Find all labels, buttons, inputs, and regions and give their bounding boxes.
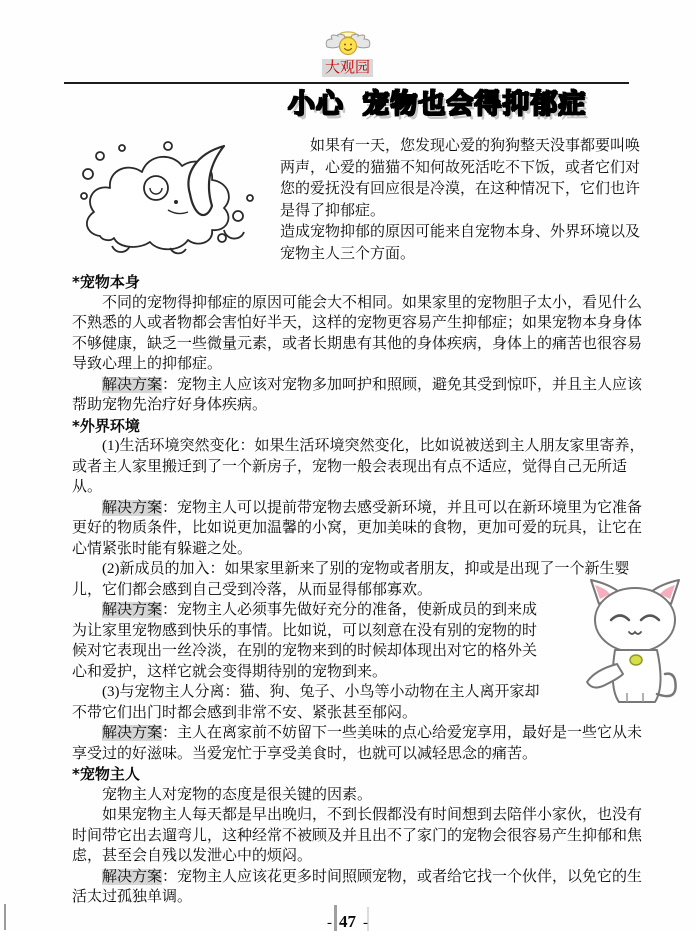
body-paragraph: (3)与宠物主人分离：猫、狗、兔子、小鸟等小动物在主人离开家却不带它们出门时都会感到非常不安、紧张甚至郁闷。	[72, 684, 540, 721]
body-paragraph: (2)新成员的加入：如果家里新来了别的宠物或者朋友，抑或是出现了一个新生婴儿，它们都会感到自己受到冷落，从而显得郁郁寡欢。	[72, 561, 630, 598]
solution-paragraph	[72, 600, 651, 682]
white-cat-illustration	[579, 576, 691, 708]
intro-paragraph-1: 如果有一天，您发现心爱的狗狗整天没事都要叫唤两声，心爱的猫猫不知何故死活吃不下饭，或者它们对您的爱抚没有回应很是冷漠，在这种情况下，它们也许是得了抑郁症。	[280, 138, 641, 219]
solution-text: ：宠物主人应该花更多时间照顾宠物，或者给它找一个伙伴，以免它的生活太过孤独单调。	[72, 868, 643, 905]
section-heading-pet-itself: *宠物本身	[72, 273, 140, 291]
solution-label: 解决方案	[102, 602, 163, 618]
body-paragraph: (1)生活环境突然变化：如果生活环境突然变化，比如说被送到主人朋友家里寄养，或者主人家里搬迁到了一个新房子，宠物一般会表现出有点不适应，觉得自己无所适从。	[72, 438, 645, 495]
solution-label: 解决方案	[102, 725, 163, 741]
solution-label: 解决方案	[102, 868, 163, 885]
page-number-dash-left: -	[327, 914, 332, 931]
section-heading-pet-owner: *宠物主人	[72, 765, 140, 783]
intro-block	[72, 136, 651, 268]
header-divider	[64, 82, 629, 84]
sleeping-dinosaur-illustration	[72, 138, 274, 262]
solution-label: 解决方案	[102, 376, 163, 393]
page-footer	[0, 912, 695, 931]
solution-paragraph	[72, 867, 651, 908]
solution-paragraph	[72, 375, 651, 416]
solution-text: ：宠物主人必须事先做好充分的准备，使新成员的到来成为让家里宠物感到快乐的事情。比如说，可以刻意在没有别的宠物的时候对它表现出一丝冷淡，在别的宠物来到的时候却体现出对它的格外关心和爱护，这样它就会变得期待别的宠物到来。	[72, 602, 538, 680]
solution-text: ：主人在离家前不妨留下一些美味的点心给爱宠享用，最好是一些它从未享受过的好滋味。当爱宠忙于享受美食时，也就可以减轻思念的痛苦。	[72, 725, 643, 762]
angel-smiley-icon	[324, 30, 372, 58]
site-label: 大观园	[322, 59, 373, 77]
page-title: 小心 宠物也会得抑郁症	[288, 89, 587, 120]
section-heading-environment: *外界环境	[72, 416, 140, 435]
page-number	[325, 912, 370, 931]
article-body	[72, 272, 651, 908]
solution-label: 解决方案	[102, 499, 163, 516]
body-paragraph: 宠物主人对宠物的态度是很关键的因素。	[102, 786, 373, 803]
solution-text: ：宠物主人应该对宠物多加呵护和照顾，避免其受到惊吓，并且主人应该帮助宠物先治疗好身体疾病。	[72, 376, 643, 413]
body-paragraph: 如果宠物主人每天都是早出晚归，不到长假都没有时间想到去陪伴小家伙，也没有时间带它出去遛弯儿，这种经常不被顾及并且出不了家门的宠物会很容易产生抑郁和焦虑，甚至会自残以发泄心中的烦闷。	[72, 807, 643, 864]
page-number-value: 47	[339, 911, 356, 931]
intro-paragraph-2: 造成宠物抑郁的原因可能来自宠物本身、外界环境以及宠物主人三个方面。	[280, 224, 641, 262]
solution-paragraph	[72, 498, 651, 560]
page-header	[0, 30, 695, 84]
solution-paragraph	[72, 723, 651, 764]
page-number-dash-right: -	[363, 914, 368, 931]
scan-edge-mark	[4, 904, 6, 930]
solution-text: ：宠物主人可以提前带宠物去感受新环境，并且可以在新环境里为它准备更好的物质条件，比如说更加温馨的小窝，更加美味的食物，更加可爱的玩具，让它在心情紧张时能有躲避之处。	[72, 499, 643, 557]
body-paragraph: 不同的宠物得抑郁症的原因可能会大不相同。如果家里的宠物胆子太小，看见什么不熟悉的人或者物都会害怕好半天，这样的宠物更容易产生抑郁症；如果宠物本身身体不够健康，缺乏一些微量元素，或者长期患有其他的身体疾病，身体上的痛苦也很容易导致心理上的抑郁症。	[72, 294, 643, 372]
